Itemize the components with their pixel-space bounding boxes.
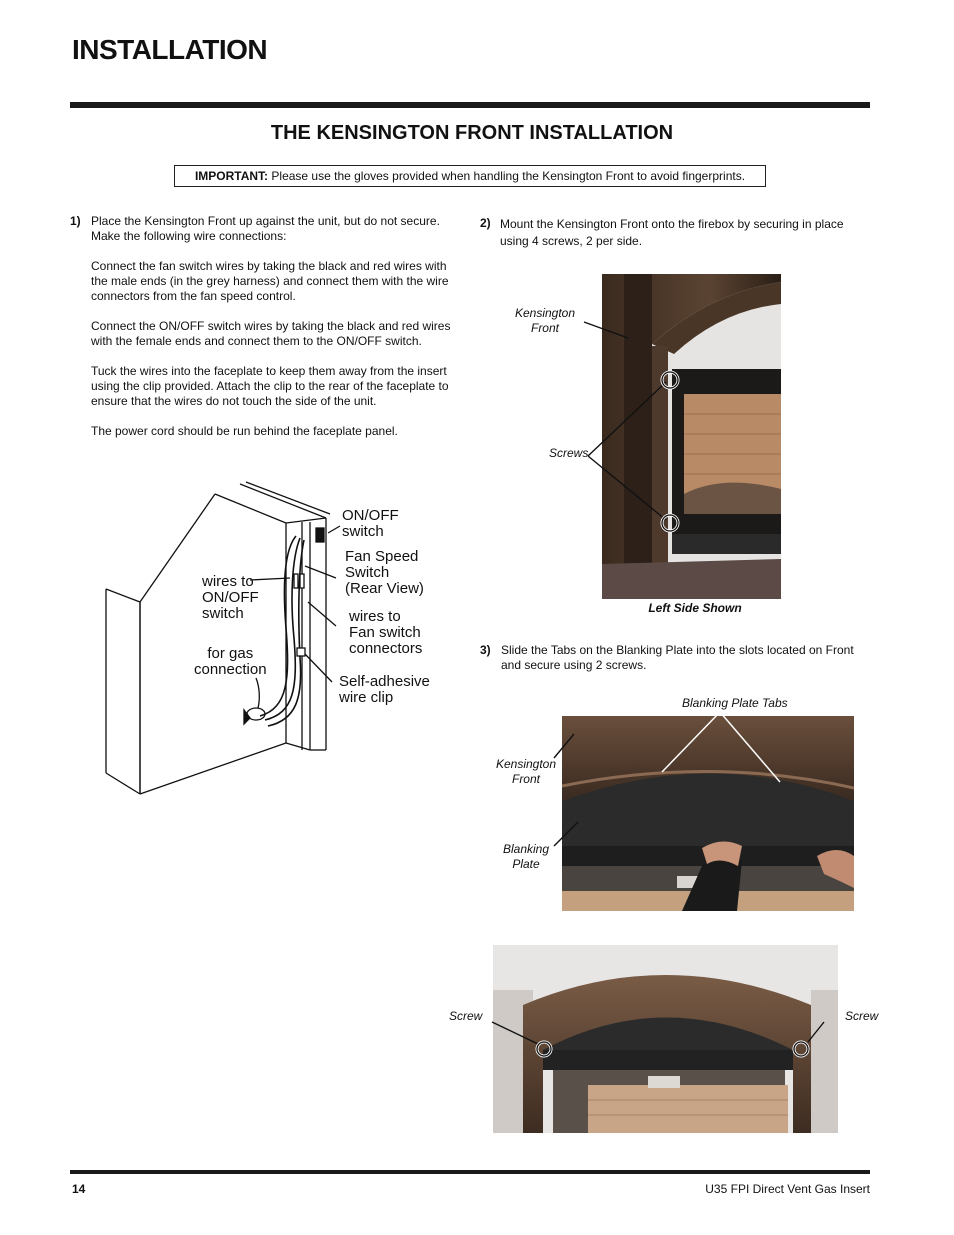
diagram-label-fan-speed: Fan Speed Switch (Rear View) <box>345 548 424 597</box>
step1-number: 1) <box>70 214 81 228</box>
step2-text: Mount the Kensington Front onto the firebox by securing in place using 4 screws, 2 per side. <box>500 217 844 248</box>
step1-paragraph: Place the Kensington Front up against the unit, but do not secure. Make the following wire connections: <box>91 214 440 243</box>
page-title: INSTALLATION <box>72 34 268 65</box>
diagram-label-gas: for gas connection <box>194 645 267 678</box>
step1-paragraph: Tuck the wires into the faceplate to keep them away from the insert using the clip provided. Attach the clip to the rear of the faceplate to ensure that the wires do not touch the side of the unit. <box>91 364 449 408</box>
diagram-label-wires-on-off: wires to ON/OFF switch <box>202 573 259 622</box>
label-screw-left: Screw <box>449 1009 483 1023</box>
label-blanking-plate-tabs: Blanking Plate Tabs <box>682 696 788 710</box>
label-screws: Screws <box>549 446 589 460</box>
label-kensington-front-1: Kensington Front <box>514 306 576 335</box>
footer-rule <box>70 1170 870 1174</box>
photo-blanking-plate-callouts <box>548 690 788 850</box>
step1-paragraph: The power cord should be run behind the faceplate panel. <box>91 424 398 438</box>
product-name: U35 FPI Direct Vent Gas Insert <box>705 1182 870 1196</box>
step1-paragraph: Connect the fan switch wires by taking the black and red wires with the male ends (in the grey harness) and connect them with the wire connectors from the fan speed control. <box>91 259 449 303</box>
label-kensington-front-2: Kensington Front <box>495 757 557 786</box>
important-text: Please use the gloves provided when handling the Kensington Front to avoid fingerprints. <box>268 169 746 183</box>
important-notice <box>174 165 766 187</box>
caption-left-side-shown: Left Side Shown <box>648 601 742 615</box>
step2-number: 2) <box>480 216 491 230</box>
label-screw-right: Screw <box>845 1009 879 1023</box>
photo-left-side-callouts <box>580 320 680 540</box>
label-blanking-plate: Blanking Plate <box>502 842 550 871</box>
photo-front-screws-callouts <box>484 1018 829 1068</box>
diagram-label-on-off-switch: ON/OFF switch <box>342 507 399 540</box>
diagram-label-clip: Self-adhesive wire clip <box>339 673 430 706</box>
step3-number: 3) <box>480 643 491 657</box>
diagram-label-wires-fan: wires to Fan switch connectors <box>349 608 423 657</box>
header-rule <box>70 102 870 108</box>
step1-text <box>91 214 461 454</box>
section-heading: THE KENSINGTON FRONT INSTALLATION <box>270 122 674 144</box>
step1-paragraph: Connect the ON/OFF switch wires by taking the black and red wires with the female ends and connect them to the ON/OFF switch. <box>91 319 451 348</box>
important-label: IMPORTANT: <box>194 169 269 183</box>
page-number: 14 <box>72 1182 86 1196</box>
step3-text: Slide the Tabs on the Blanking Plate into the slots located on Front and secure using 2 screws. <box>501 643 854 672</box>
